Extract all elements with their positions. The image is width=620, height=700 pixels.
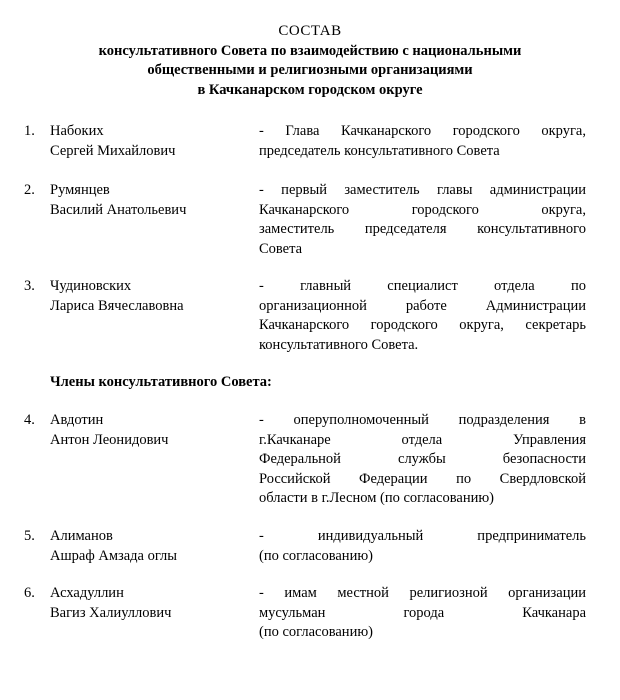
member-name xyxy=(50,181,250,220)
member-surname: Авдотин xyxy=(50,412,104,428)
member-number: 2. xyxy=(24,182,35,198)
member-role-line: мусульман города Качканара xyxy=(259,604,586,621)
member-role xyxy=(259,527,586,566)
member-given-name: Ашраф Амзада оглы xyxy=(50,547,178,564)
member-role xyxy=(259,584,586,643)
member-name xyxy=(50,584,250,623)
member-surname: Асхадуллин xyxy=(50,585,124,601)
member-role-line: председатель консультативного Совета xyxy=(259,142,500,159)
member-role-line: г.Качканаре отдела Управления xyxy=(259,431,586,448)
member-surname: Румянцев xyxy=(50,182,110,198)
document-subtitle-line-3: в Качканарском городском округе xyxy=(197,81,423,98)
member-role-line: организационной работе Администрации xyxy=(259,297,586,314)
member-role-line: (по согласованию) xyxy=(259,547,373,564)
member-role-line: - Глава Качканарского городского округа, xyxy=(259,123,586,139)
document-header xyxy=(0,22,620,100)
document-subtitle-line-1: консультативного Совета по взаимодействию с национальными xyxy=(98,42,522,59)
member-role-line: Качканарского городского округа, xyxy=(259,201,586,218)
member-role-line: - имам местной религиозной организации xyxy=(259,585,586,601)
member-role xyxy=(259,122,586,161)
member-role-line: (по согласованию) xyxy=(259,624,373,640)
member-number: 5. xyxy=(24,528,35,544)
member-given-name: Антон Леонидович xyxy=(50,431,169,448)
member-number: 4. xyxy=(24,412,35,428)
member-role-line: заместитель председателя консультативного xyxy=(259,221,586,237)
member-given-name: Лариса Вячеславовна xyxy=(50,297,184,314)
member-surname: Чудиновских xyxy=(50,278,132,294)
member-role-line: Качканарского городского округа, секретарь xyxy=(259,317,586,333)
member-surname: Алиманов xyxy=(50,528,113,544)
document-subtitle-line-2: общественными и религиозными организациями xyxy=(147,62,473,78)
members-section-heading: Члены консультативного Совета: xyxy=(50,374,272,390)
member-name xyxy=(50,527,250,566)
member-number: 1. xyxy=(24,123,35,139)
member-role-line: - главный специалист отдела по xyxy=(259,278,586,294)
member-number: 6. xyxy=(24,585,35,601)
member-name xyxy=(50,277,250,316)
member-role-line: - индивидуальный предприниматель xyxy=(259,528,586,544)
member-role-line: - первый заместитель главы администрации xyxy=(259,182,586,198)
member-given-name: Вагиз Халиуллович xyxy=(50,604,172,621)
member-role-line: консультативного Совета. xyxy=(259,336,419,353)
member-role-line: Совета xyxy=(259,240,303,257)
document-title: СОСТАВ xyxy=(278,23,342,39)
member-role-line: области в г.Лесном (по согласованию) xyxy=(259,490,494,506)
member-surname: Набоких xyxy=(50,123,104,139)
member-role xyxy=(259,277,586,355)
member-role xyxy=(259,181,586,259)
member-name xyxy=(50,122,250,161)
member-name xyxy=(50,411,250,450)
member-role-line: - оперуполномоченный подразделения в xyxy=(259,412,586,428)
member-given-name: Василий Анатольевич xyxy=(50,201,187,218)
member-given-name: Сергей Михайлович xyxy=(50,142,176,159)
member-role-line: Федеральной службы безопасности xyxy=(259,451,586,467)
member-role-line: Российской Федерации по Свердловской xyxy=(259,470,586,487)
member-role xyxy=(259,411,586,509)
member-number: 3. xyxy=(24,278,35,294)
